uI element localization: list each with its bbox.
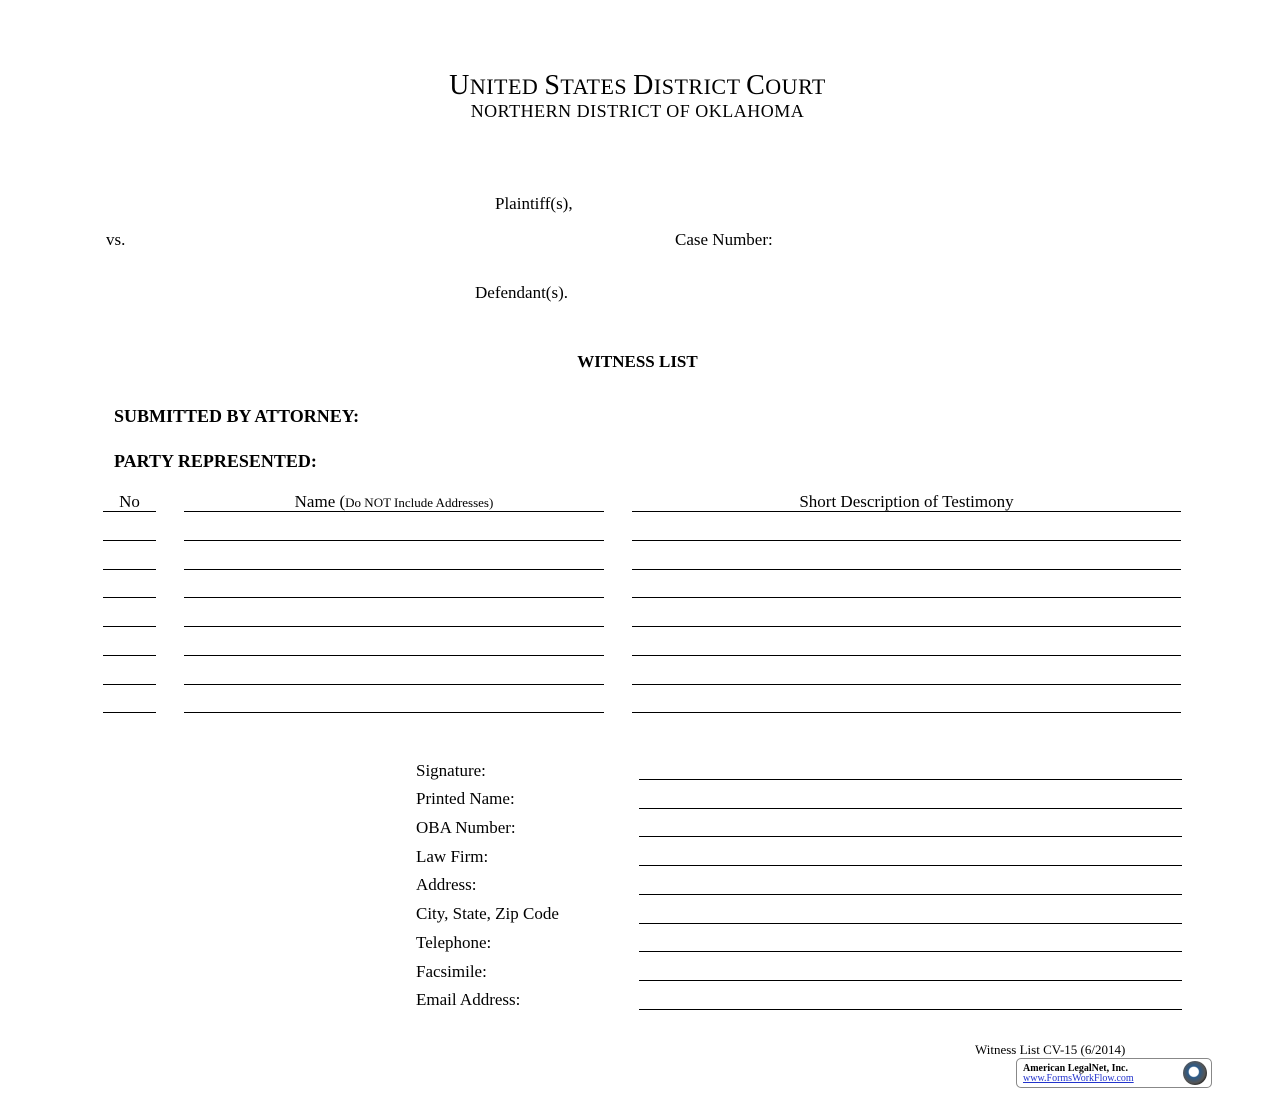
vs-label: vs. <box>106 230 126 249</box>
signature-label: Signature: <box>416 761 486 780</box>
row-5-name-field[interactable] <box>184 655 604 656</box>
publisher-link[interactable]: www.FormsWorkFlow.com <box>1023 1073 1134 1084</box>
row-6-description-field[interactable] <box>632 684 1181 685</box>
row-6-no-field[interactable] <box>103 684 156 685</box>
signature-block-field-6[interactable] <box>639 923 1182 924</box>
court-title-part: ISTRICT <box>653 74 747 99</box>
header-underline-name <box>184 511 604 512</box>
publisher-name: American LegalNet, Inc. <box>1023 1063 1128 1074</box>
row-4-name-field[interactable] <box>184 626 604 627</box>
court-title-part: TATES <box>560 74 634 99</box>
signature-block-field-5[interactable] <box>639 894 1182 895</box>
row-2-description-field[interactable] <box>632 569 1181 570</box>
form-code: Witness List CV-15 (6/2014) <box>975 1042 1126 1057</box>
case-number-label: Case Number: <box>675 230 773 249</box>
defendant-label: Defendant(s). <box>475 283 568 302</box>
facsimile-label: Facsimile: <box>416 962 487 981</box>
signature-block-field-8[interactable] <box>639 980 1182 981</box>
signature-block-field-9[interactable] <box>639 1009 1182 1010</box>
publisher-logo[interactable] <box>1016 1058 1212 1088</box>
oba-number-label: OBA Number: <box>416 818 516 837</box>
row-2-no-field[interactable] <box>103 569 156 570</box>
column-header-no: No <box>119 492 140 511</box>
city-state-zip-label: City, State, Zip Code <box>416 904 559 923</box>
address-label: Address: <box>416 875 477 894</box>
row-7-no-field[interactable] <box>103 712 156 713</box>
row-1-description-field[interactable] <box>632 540 1181 541</box>
signature-block-field-4[interactable] <box>639 865 1182 866</box>
court-title-letter: C <box>746 70 766 101</box>
court-title-letter: U <box>449 70 470 101</box>
signature-block-field-3[interactable] <box>639 836 1182 837</box>
name-header-note: Do NOT Include Addresses) <box>345 495 494 510</box>
submitted-by-label: SUBMITTED BY ATTORNEY: <box>114 406 360 426</box>
email-address-label: Email Address: <box>416 990 521 1009</box>
court-title-part: OURT <box>765 74 826 99</box>
row-1-no-field[interactable] <box>103 540 156 541</box>
law-firm-label: Law Firm: <box>416 847 489 866</box>
signature-block-field-7[interactable] <box>639 951 1182 952</box>
court-title-letter: D <box>633 70 654 101</box>
row-4-no-field[interactable] <box>103 626 156 627</box>
court-title <box>0 70 1275 102</box>
row-6-name-field[interactable] <box>184 684 604 685</box>
row-3-description-field[interactable] <box>632 597 1181 598</box>
header-underline-description <box>632 511 1181 512</box>
party-represented-label: PARTY REPRESENTED: <box>114 451 317 471</box>
header-underline-no <box>103 511 156 512</box>
column-header-name <box>184 492 604 512</box>
row-5-description-field[interactable] <box>632 655 1181 656</box>
court-title-letter: S <box>544 70 561 101</box>
telephone-label: Telephone: <box>416 933 492 952</box>
row-3-no-field[interactable] <box>103 597 156 598</box>
plaintiff-label: Plaintiff(s), <box>495 194 573 213</box>
printed-name-label: Printed Name: <box>416 789 515 808</box>
row-4-description-field[interactable] <box>632 626 1181 627</box>
row-3-name-field[interactable] <box>184 597 604 598</box>
row-2-name-field[interactable] <box>184 569 604 570</box>
court-title-part: NITED <box>469 74 545 99</box>
signature-block-field-1[interactable] <box>639 779 1182 780</box>
globe-icon <box>1183 1061 1207 1085</box>
row-7-description-field[interactable] <box>632 712 1181 713</box>
row-7-name-field[interactable] <box>184 712 604 713</box>
column-header-description: Short Description of Testimony <box>799 492 1014 511</box>
district-name: NORTHERN DISTRICT OF OKLAHOMA <box>470 101 805 121</box>
row-1-name-field[interactable] <box>184 540 604 541</box>
document-title: WITNESS LIST <box>577 352 698 371</box>
signature-block-field-2[interactable] <box>639 808 1182 809</box>
row-5-no-field[interactable] <box>103 655 156 656</box>
name-header-text: Name ( <box>294 492 346 511</box>
